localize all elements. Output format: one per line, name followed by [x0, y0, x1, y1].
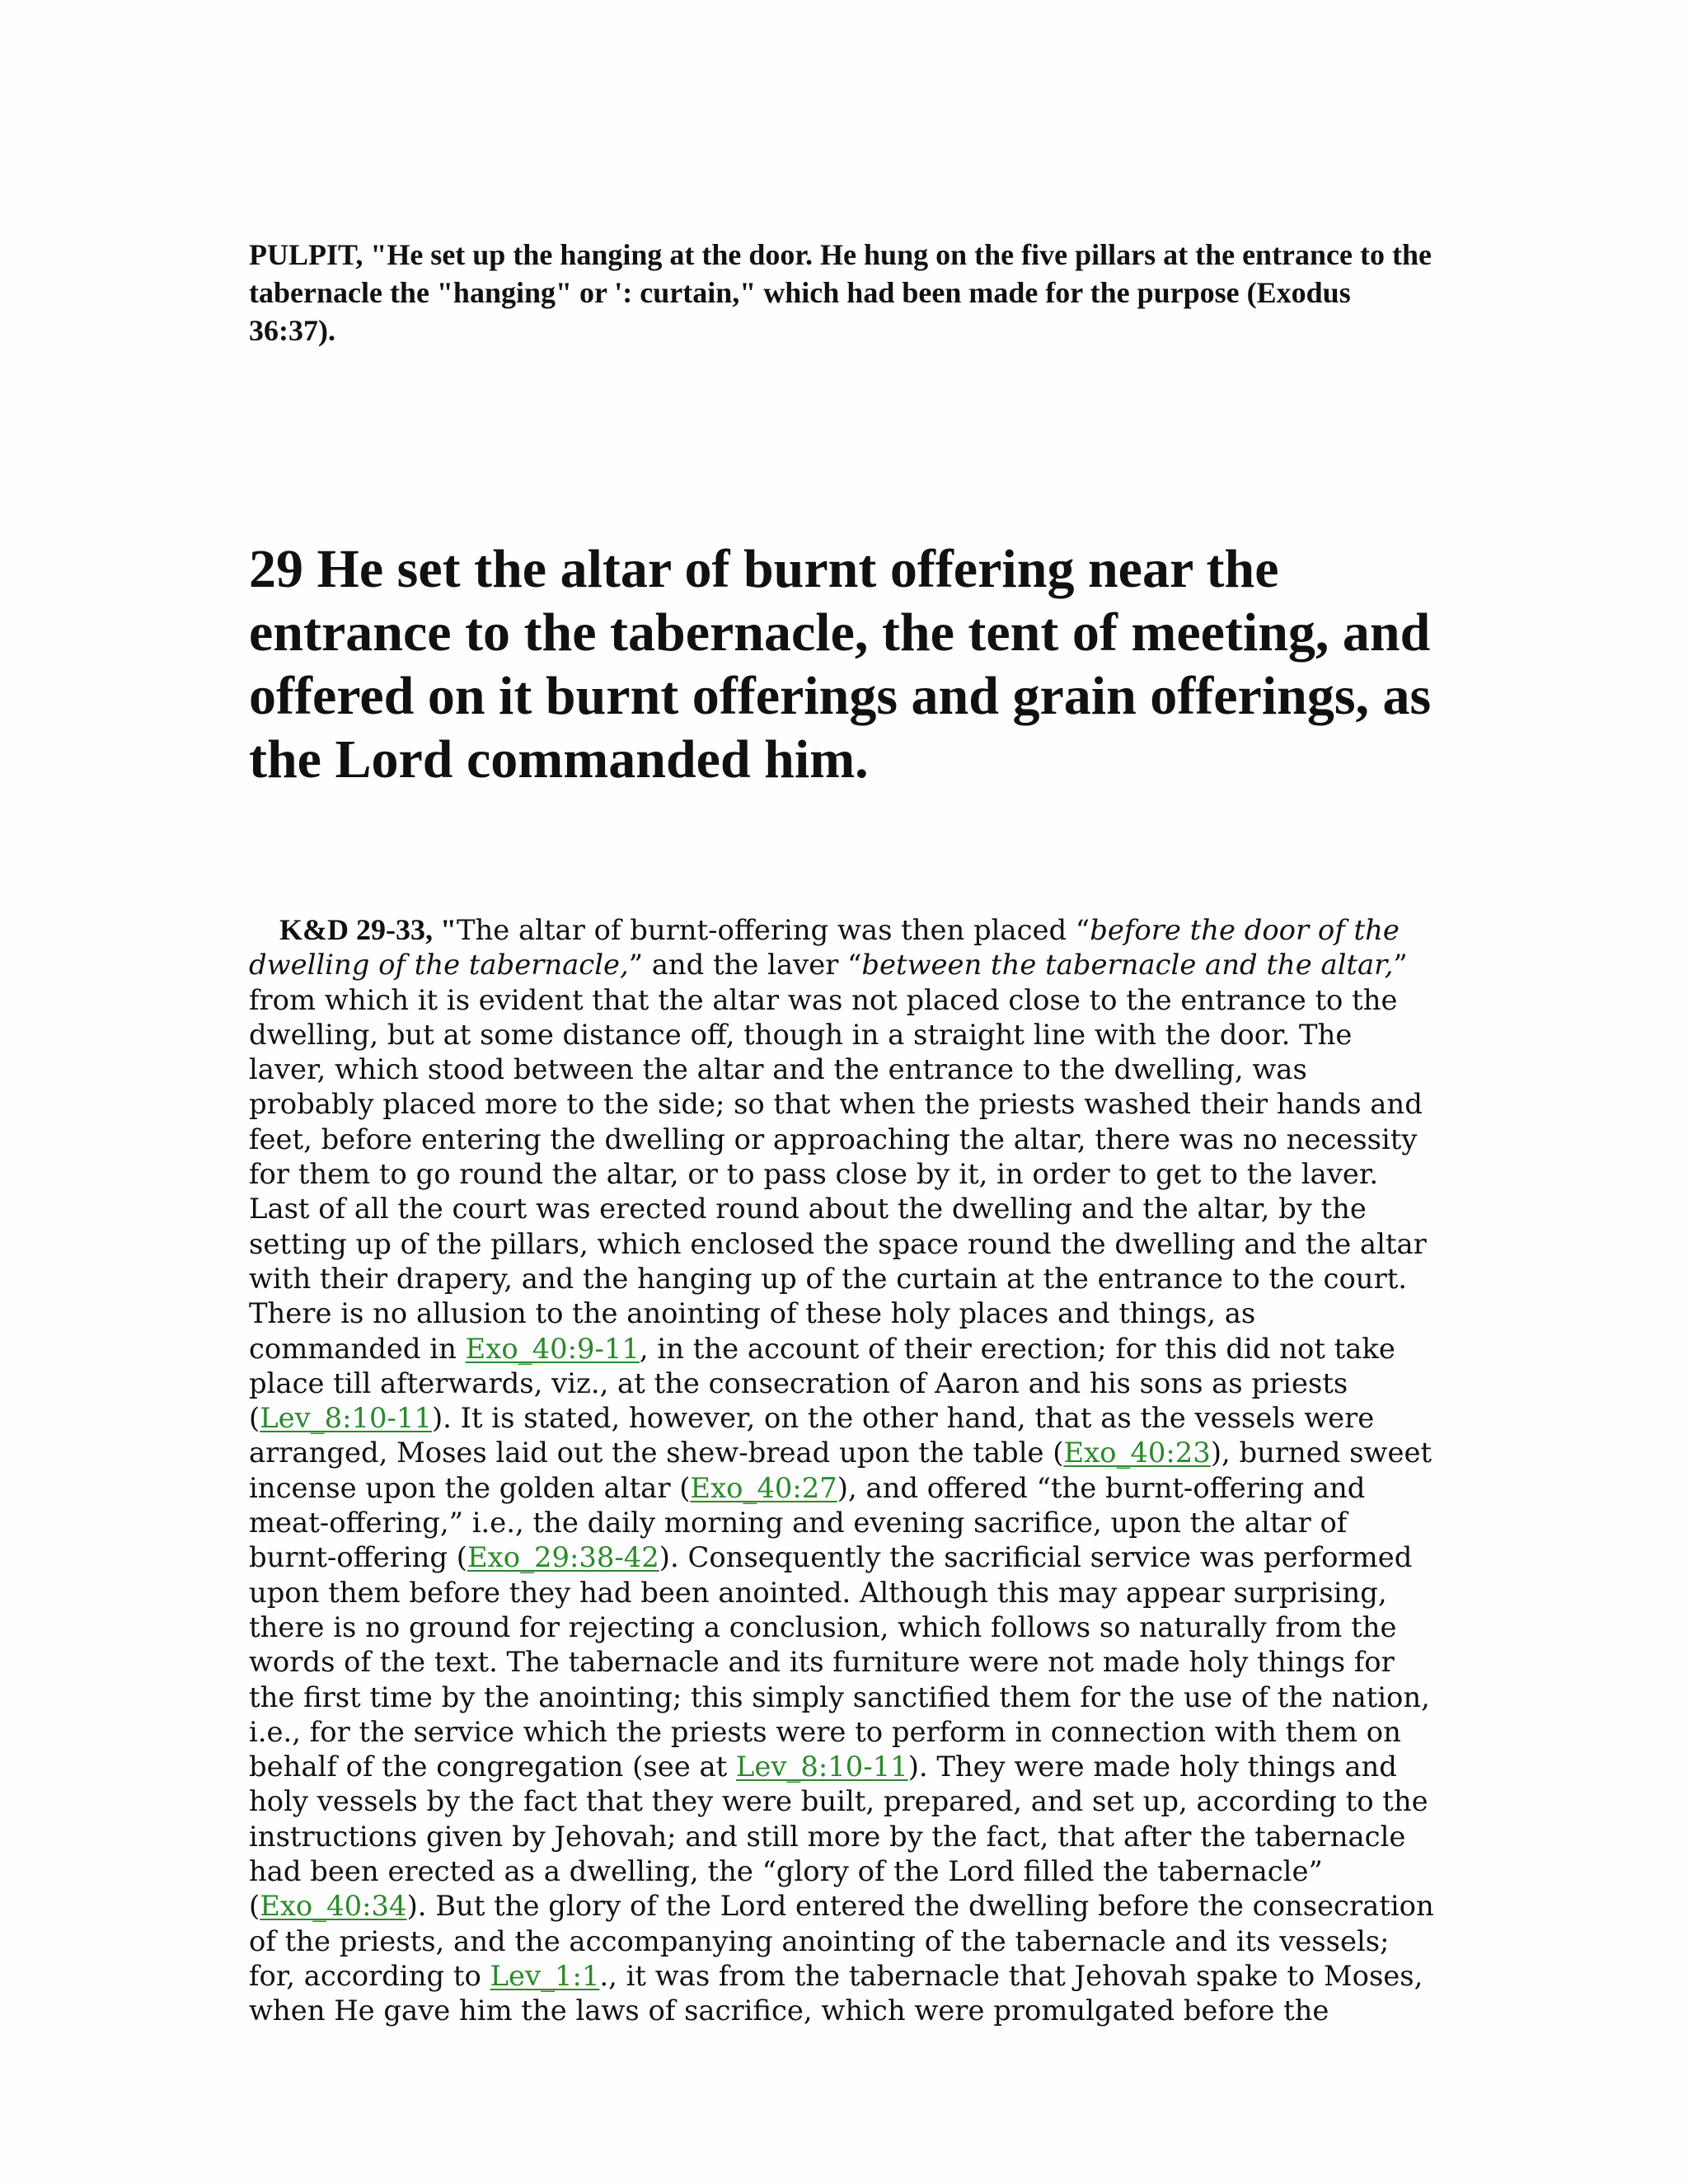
kd-text: ), and offered “the burnt-offering and meat-offering,” i.e., the daily morning and evening sacrifice, upon the altar of burnt-offering (: [249, 1471, 1366, 1574]
kd-italic-quote: before the door of the dwelling of the tabernacle,: [249, 914, 1400, 982]
kd-text: , in the account of their erection; for this did not take place till afterwards, viz., at the consecration of Aaron and his sons as priests (: [249, 1332, 1395, 1435]
kd-italic-quote: between the tabernacle and the altar,: [861, 949, 1394, 982]
kd-label: K&D 29-33, ": [279, 913, 457, 946]
kd-text: ). Consequently the sacrificial service was performed upon them before they had been anointed. Although this may appear surprising, there is no ground for rejecting a conclusion, which follows so naturally from the words of the text. The tabernacle and its furniture were not made holy things for the first time by the anointing; this simply sanctified them for the use of the nation, i.e., for the service which the priests were to perform in connection with them on behalf of the congregation (see at: [249, 1541, 1430, 1783]
scripture-link-exo-29-38[interactable]: Exo_29:38-42: [467, 1541, 659, 1574]
scripture-link-exo-40-34[interactable]: Exo_40:34: [260, 1890, 407, 1923]
kd-text: ). They were made holy things and holy vessels by the fact that they were built, prepared, and set up, according to the instructions given by Jehovah; and still more by the fact, that after the tabernacle had been erected as a dwelling, the “glory of the Lord filled the tabernacle” (: [249, 1750, 1428, 1923]
kd-commentary-paragraph: [249, 912, 1436, 2029]
scripture-link-lev-8-10[interactable]: Lev_8:10-11: [260, 1402, 432, 1435]
scripture-link-exo-40-23[interactable]: Exo_40:23: [1063, 1436, 1211, 1469]
verse-heading: 29 He set the altar of burnt offering near the entrance to the tabernacle, the tent of meeting, and offered on it burnt offerings and grain offerings, as the Lord commanded him.: [249, 539, 1432, 790]
scripture-link-exo-40-9[interactable]: Exo_40:9-11: [465, 1332, 640, 1365]
kd-text: ). It is stated, however, on the other hand, that as the vessels were arranged, Moses laid out the shew-bread upon the table (: [249, 1402, 1375, 1469]
kd-text: ., it was from the tabernacle that Jehovah spake to Moses, when He gave him the laws of sacrifice, which were promulgated before the: [249, 1959, 1423, 2027]
kd-text: ). But the glory of the Lord entered the dwelling before the consecration of the priests, and the accompanying anointing of the tabernacle and its vessels; for, according to: [249, 1890, 1434, 1992]
scripture-link-lev-8-10-second[interactable]: Lev_8:10-11: [735, 1750, 908, 1783]
kd-text: The altar of burnt-offering was then placed “: [456, 914, 1090, 946]
scripture-link-lev-1-1[interactable]: Lev_1:1: [490, 1959, 600, 1992]
pulpit-paragraph: PULPIT, "He set up the hanging at the door. He hung on the five pillars at the entrance to the tabernacle the "hanging" or ': curtain," which had been made for the purpose (Exodus 36:37).: [249, 238, 1432, 347]
kd-text: ” from which it is evident that the altar was not placed close to the entrance to the dwelling, but at some distance off, though in a straight line with the door. The laver, which stood between the altar and the entrance to the dwelling, was probably placed more to the side; so that when the priests washed their hands and feet, before entering the dwelling or approaching the altar, there was no necessity for them to go round the altar, or to pass close by it, in order to get to the laver. Last of all the court was erected round about the dwelling and the altar, by the setting up of the pillars, which enclosed the space round the dwelling and the altar with their drapery, and the hanging up of the curtain at the entrance to the court. There is no allusion to the anointing of these holy places and things, as commanded in: [249, 949, 1427, 1365]
kd-text: ), burned sweet incense upon the golden altar (: [249, 1436, 1432, 1504]
scripture-link-exo-40-27[interactable]: Exo_40:27: [690, 1471, 837, 1504]
kd-text: ” and the laver “: [628, 949, 862, 982]
